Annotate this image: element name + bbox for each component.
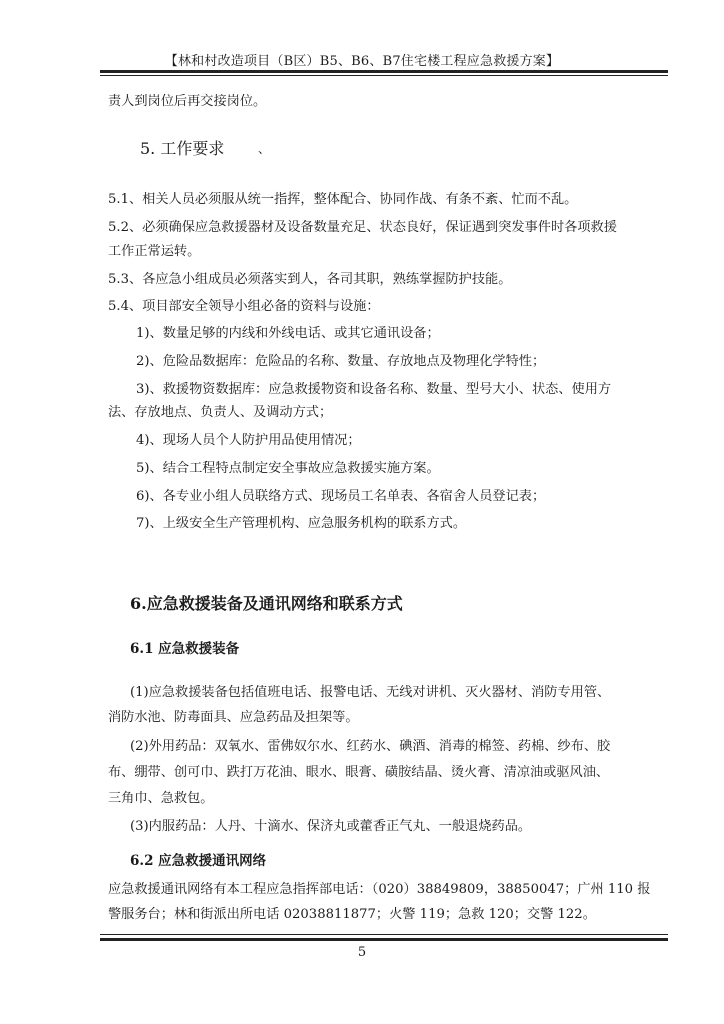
section5-item-5-3: 5.3、各应急小组成员必须落实到人，各司其职，熟练掌握防护技能。 bbox=[108, 272, 512, 287]
section5-subitem-5: 5)、结合工程特点制定安全事故应急救援实施方案。 bbox=[136, 461, 440, 476]
page-number: 5 bbox=[357, 945, 367, 960]
equipment-line-1: (1)应急救援装备包括值班电话、报警电话、无线对讲机、灭火器材、消防专用管、 bbox=[130, 685, 611, 700]
section5-item-5-1: 5.1、相关人员必须服从统一指挥，整体配合、协同作战、有条不紊、忙而不乱。 bbox=[108, 192, 578, 207]
section5-item-5-2: 5.2、必须确保应急救援器材及设备数量充足、状态良好，保证遇到突发事件时各项救援 bbox=[108, 220, 617, 235]
section5-item-5-4: 5.4、项目部安全领导小组必备的资料与设施： bbox=[108, 299, 380, 314]
section5-subitem-3-cont: 法、存放地点、负责人、及调动方式； bbox=[108, 405, 333, 420]
comm-network-line-2: 警服务台；林和街派出所电话 02038811877；火警 119；急救 120；交警 122。 bbox=[108, 907, 596, 922]
footer-rule-thin bbox=[100, 934, 668, 935]
header-title: 【林和村改造项目（B区）B5、B6、B7住宅楼工程应急救援方案】 bbox=[164, 54, 560, 69]
section6-2-heading: 6.2 应急救援通讯网络 bbox=[130, 853, 267, 869]
footer-rule-thick bbox=[100, 938, 668, 941]
equipment-line-2: 消防水池、防毒面具、应急药品及担架等。 bbox=[108, 710, 359, 725]
header-rule-thin bbox=[100, 75, 668, 76]
internal-medicine-line: (3)内服药品：人丹、十滴水、保济丸或藿香正气丸、一般退烧药品。 bbox=[130, 819, 532, 834]
section5-subitem-1: 1)、数量足够的内线和外线电话、或其它通讯设备； bbox=[136, 326, 440, 341]
external-medicine-line-3: 三角巾、急救包。 bbox=[108, 791, 214, 806]
section6-heading: 6.应急救援装备及通讯网络和联系方式 bbox=[130, 594, 403, 613]
section5-subitem-7: 7)、上级安全生产管理机构、应急服务机构的联系方式。 bbox=[136, 516, 467, 531]
section5-subitem-4: 4)、现场人员个人防护用品使用情况； bbox=[136, 433, 361, 448]
section5-subitem-6: 6)、各专业小组人员联络方式、现场员工名单表、各宿舍人员登记表； bbox=[136, 489, 546, 504]
section5-mark: 、 bbox=[258, 142, 271, 156]
section5-heading: 5. 工作要求 bbox=[140, 139, 225, 158]
section5-item-5-2-cont: 工作正常运转。 bbox=[108, 244, 201, 259]
external-medicine-line-1: (2)外用药品：双氧水、雷佛奴尔水、红药水、碘酒、消毒的棉签、药棉、纱布、胶 bbox=[130, 739, 611, 754]
section5-subitem-3: 3)、救援物资数据库：应急救援物资和设备名称、数量、型号大小、状态、使用方 bbox=[136, 382, 612, 397]
section5-subitem-2: 2)、危险品数据库：危险品的名称、数量、存放地点及物理化学特性； bbox=[136, 354, 546, 369]
carryover-text: 责人到岗位后再交接岗位。 bbox=[108, 94, 267, 109]
header-rule-thick bbox=[100, 70, 668, 73]
external-medicine-line-2: 布、绷带、创可巾、跌打万花油、眼水、眼膏、磺胺结晶、烫火膏、清凉油或驱风油、 bbox=[108, 765, 610, 780]
section6-1-heading: 6.1 应急救援装备 bbox=[130, 641, 240, 657]
comm-network-line-1: 应急救援通讯网络有本工程应急指挥部电话：（020）38849809，38850047；广州 110 报 bbox=[108, 882, 651, 897]
